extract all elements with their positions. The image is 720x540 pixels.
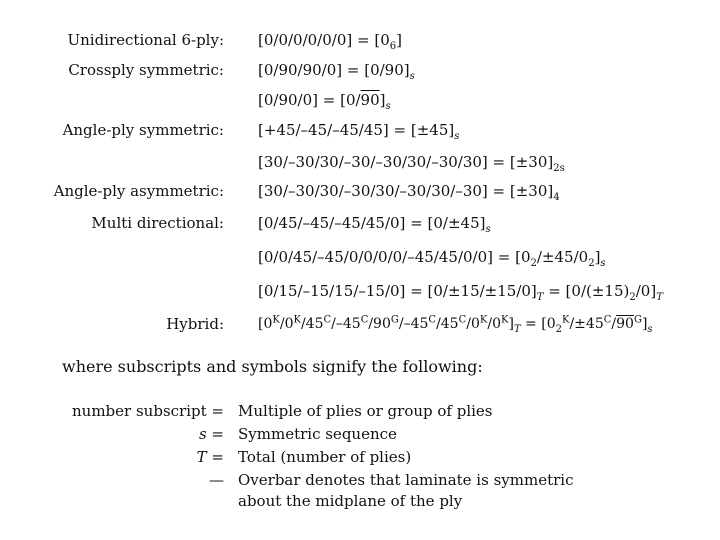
legend-def-overbar: Overbar denotes that laminate is symmetric <box>238 471 574 489</box>
row-label-multi: Multi directional: <box>91 214 224 232</box>
legend-def-t: Total (number of plies) <box>238 448 412 466</box>
legend-key-s: s = <box>198 425 224 443</box>
row-expr-crossply: $[0/90/90/0] = [0/90]_s$ <box>258 61 415 82</box>
legend-key-overbar: — <box>209 471 224 489</box>
legend-key-t: T = <box>196 448 224 466</box>
row-label-hybrid: Hybrid: <box>166 315 224 333</box>
row-expr-multi-2: $[0/0/45/-45/0/0/0/0/-45/45/0/0] = [0_2/\pm 45/0_2]_s$ <box>258 248 606 269</box>
row-expr-angle-sym: $[+45/-45/-45/45] = [\pm 45]_s$ <box>258 121 460 142</box>
row-label-angle-sym: Angle-ply symmetric: <box>62 121 224 139</box>
row-expr-angle-asym: $[30/-30/30/-30/30/-30/30/-30] = [\pm 30]_4$ <box>258 182 560 203</box>
legend-def-s: Symmetric sequence <box>238 425 397 443</box>
row-label-unidirectional: Unidirectional 6-ply: <box>67 31 224 49</box>
legend-key-number: number subscript = <box>72 402 224 420</box>
row-expr-hybrid: $[0^K/0^K/45^C/-45^C/90^G/-45^C/45^C/0^K/0^K]_T = [0_2^K/\pm 45^C/90^G]_s$ <box>258 314 653 335</box>
row-expr-crossply-odd: $[0/90/0] = [0/90]_s$ <box>258 91 391 112</box>
row-label-angle-asym: Angle-ply asymmetric: <box>53 182 224 200</box>
row-expr-unidirectional: $[0/0/0/0/0/0] = [0_6]$ <box>258 31 402 52</box>
legend-def-number: Multiple of plies or group of plies <box>238 402 493 420</box>
legend-intro: where subscripts and symbols signify the following: <box>62 357 483 376</box>
row-label-crossply: Crossply symmetric: <box>68 61 224 79</box>
row-expr-angle-sym-2: $[30/-30/30/-30/-30/30/-30/30] = [\pm 30]_{2s}$ <box>258 153 565 174</box>
legend-def-overbar-cont: about the midplane of the ply <box>238 492 463 510</box>
row-expr-multi-3: $[0/15/-15/15/-15/0] = [0/\pm 15/\pm 15/0]_T = [0/(\pm 15)_2/0]_T$ <box>258 282 663 303</box>
row-expr-multi: $[0/45/-45/-45/45/0] = [0/\pm 45]_s$ <box>258 214 491 235</box>
